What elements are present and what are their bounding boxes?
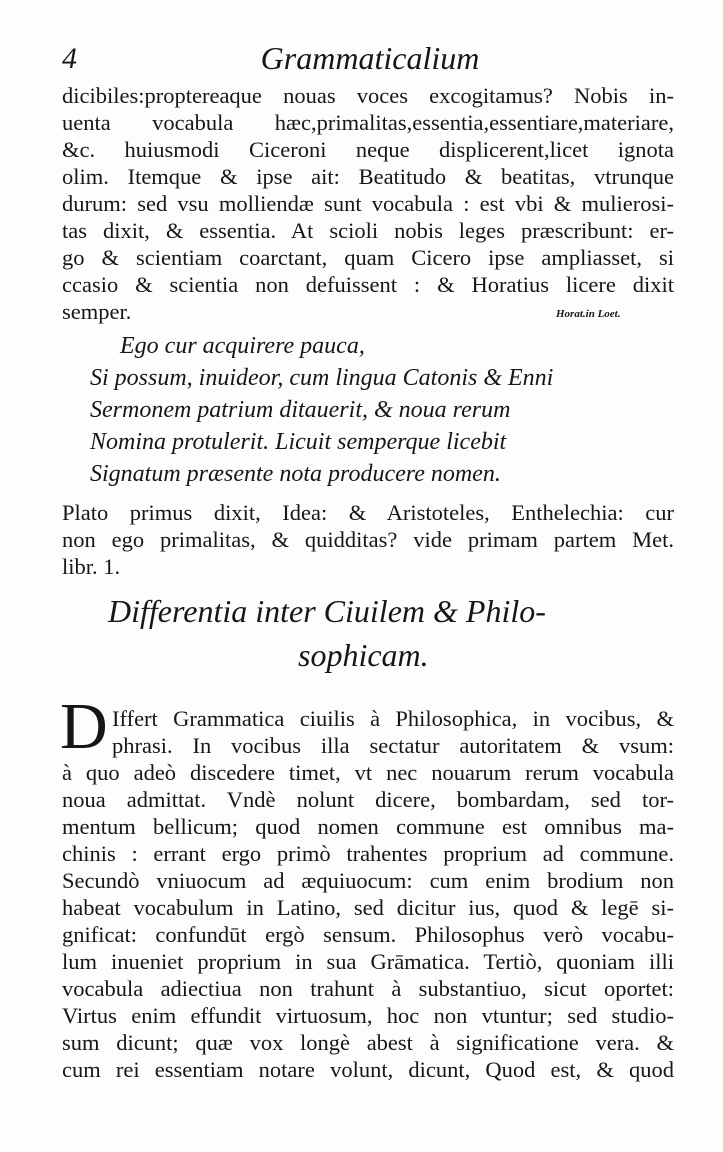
text-line: libr. 1. (62, 554, 121, 579)
text-line: gnificat: confundūt ergò sensum. Philosophus verò vocabu- (62, 922, 674, 947)
running-title: Grammaticalium (260, 40, 480, 76)
text-line: sum dicunt; quæ vox longè abest à significatione vera. & (62, 1030, 674, 1055)
text-line: phrasi. In vocibus illa sectatur autoritatem & vsum: (112, 733, 674, 758)
text-line: ccasio & scientia non defuissent : & Horatius licere dixit (62, 272, 674, 297)
text-line: non ego primalitas, & quidditas? vide primam partem Met. (62, 527, 674, 552)
text-line: vocabula adiectiua non trahunt à substantiuo, sicut oportet: (62, 976, 674, 1001)
section-heading: Differentia inter Ciuilem & Philo- (108, 593, 546, 629)
verse-line: Signatum præsente nota producere nomen. (90, 461, 501, 487)
text-line: mentum bellicum; quod nomen commune est omnibus ma- (62, 814, 674, 839)
verse-line: Nomina protulerit. Licuit semperque licebit (90, 429, 507, 455)
text-line: go & scientiam coarctant, quam Cicero ipse ampliasset, si (62, 245, 674, 270)
page-number: 4 (62, 42, 77, 75)
drop-cap: D (60, 690, 108, 763)
section-heading-continued: sophicam. (298, 637, 429, 673)
text-line: Plato primus dixit, Idea: & Aristoteles, Enthelechia: cur (62, 500, 674, 525)
text-line: semper. (62, 299, 132, 324)
text-line: uenta vocabula hæc,primalitas,essentia,essentiare,materiare, (62, 110, 674, 135)
text-line: noua admittat. Vndè nolunt dicere, bombardam, sed tor- (62, 787, 674, 812)
text-line: durum: sed vsu molliendæ sunt vocabula : est vbi & mulierosi- (62, 191, 674, 216)
text-line: Secundò vniuocum ad æquiuocum: cum enim brodium non (62, 868, 674, 893)
text-line: tas dixit, & essentia. At scioli nobis leges præscribunt: er- (62, 218, 674, 243)
text-line: olim. Itemque & ipse ait: Beatitudo & beatitas, vtrunque (62, 164, 674, 189)
margin-note: Horat.in Loet. (556, 308, 621, 320)
text-line: chinis : errant ergo primò trahentes proprium ad commune. (62, 841, 674, 866)
text-line: Virtus enim effundit virtuosum, hoc non vtuntur; sed studio- (62, 1003, 674, 1028)
text-line: à quo adeò discedere timet, vt nec nouarum rerum vocabula (62, 760, 674, 785)
text-line: dicibiles:proptereaque nouas voces excogitamus? Nobis in- (62, 83, 674, 108)
text-line: habeat vocabulum in Latino, sed dicitur ius, quod & legē si- (62, 895, 674, 920)
verse-line: Sermonem patrium ditauerit, & noua rerum (90, 397, 511, 423)
text-line: cum rei essentiam notare volunt, dicunt, Quod est, & quod (62, 1057, 674, 1082)
verse-line: Ego cur acquirere pauca, (120, 333, 365, 359)
text-line: lum inueniet proprium in sua Grāmatica. Tertiò, quoniam illi (62, 949, 674, 974)
text-line: Iffert Grammatica ciuilis à Philosophica, in vocibus, & (112, 706, 674, 731)
verse-line: Si possum, inuideor, cum lingua Catonis & Enni (90, 365, 554, 391)
text-line: &c. huiusmodi Ciceroni neque displicerent,licet ignota (62, 137, 674, 162)
